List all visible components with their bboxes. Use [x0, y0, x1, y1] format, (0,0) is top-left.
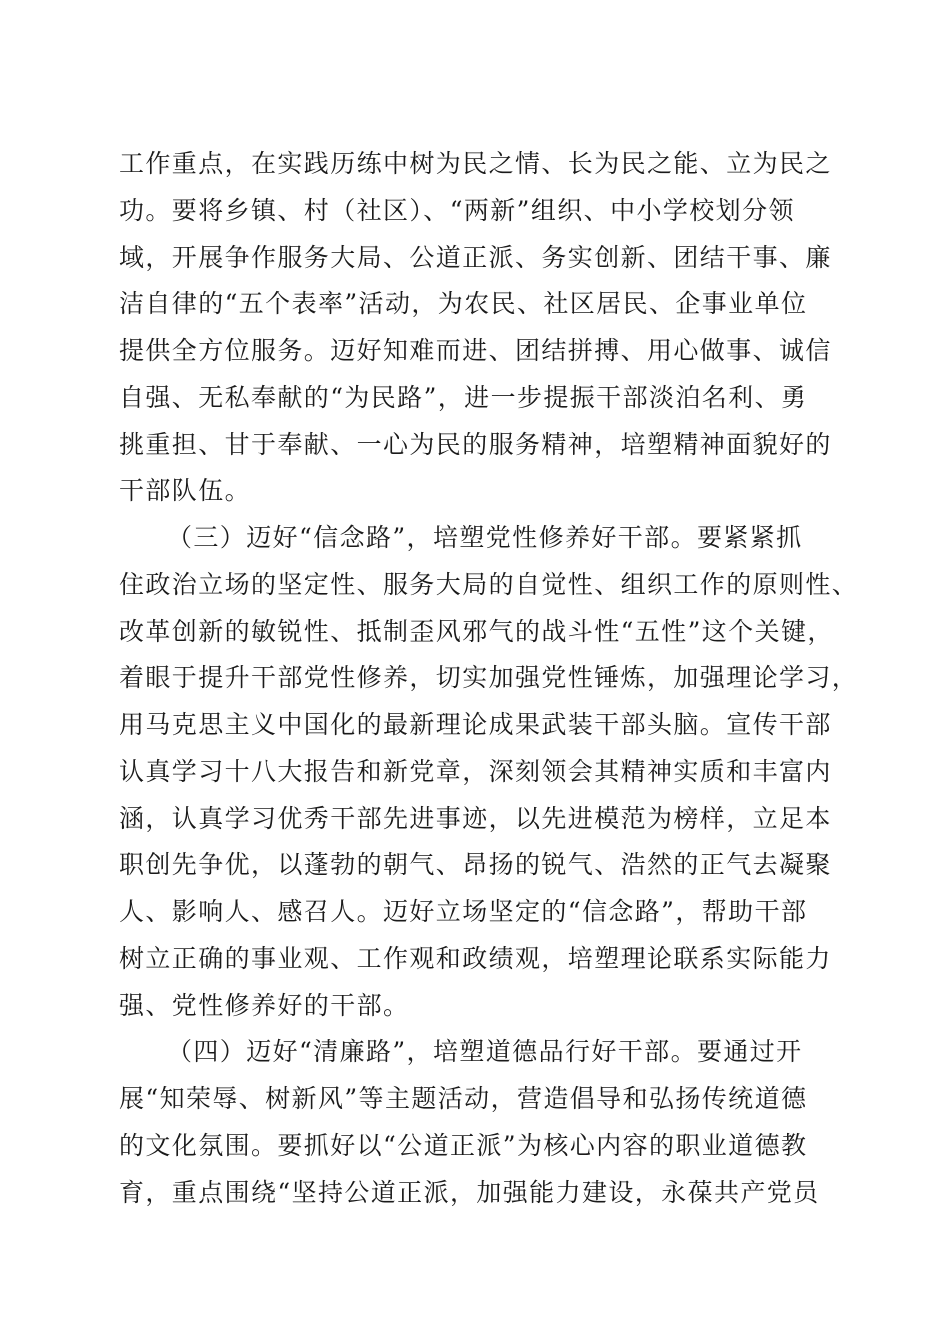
text-line: 用马克思主义中国化的最新理论成果武装干部头脑。宣传干部 [119, 710, 832, 739]
section-heading: （三）迈好“信念路”，培塑党性修养好干部。 [167, 523, 697, 552]
section-heading: （四）迈好“清廉路”，培塑道德品行好干部。 [167, 1037, 697, 1067]
text-line: 着眼于提升干部党性修养，切实加强党性锤炼，加强理论学习， [119, 663, 859, 693]
paragraph-first-line [119, 1030, 839, 1074]
body-text [119, 142, 859, 1217]
text-line: 干部队伍。 [119, 476, 252, 506]
text-line: 洁自律的“五个表率”活动，为农民、社区居民、企事业单位 [119, 289, 808, 319]
text-line: 提供全方位服务。迈好知难而进、团结拼搏、用心做事、诚信 [119, 336, 832, 365]
text-line: 自强、无私奉献的“为民路”，进一步提振干部淡泊名利、勇 [119, 382, 808, 412]
paragraph-first-line [119, 516, 839, 560]
text-line: 工作重点，在实践历练中树为民之情、长为民之能、立为民之 [119, 149, 832, 178]
text-line: 展“知荣辱、树新风”等主题活动，营造倡导和弘扬传统道德 [119, 1084, 808, 1113]
text-line: 强、党性修养好的干部。 [119, 990, 410, 1020]
text-run: 要通过开 [696, 1037, 803, 1067]
text-line: 改革创新的敏锐性、抵制歪风邪气的战斗性“五性”这个关键， [119, 616, 834, 646]
text-line: 住政治立场的坚定性、服务大局的自觉性、组织工作的原则性、 [119, 569, 859, 599]
text-line: 人、影响人、感召人。迈好立场坚定的“信念路”，帮助干部 [119, 897, 808, 926]
text-line: 认真学习十八大报告和新党章，深刻领会其精神实质和丰富内 [119, 756, 832, 786]
text-line: 育，重点围绕“坚持公道正派，加强能力建设，永葆共产党员 [119, 1177, 820, 1207]
text-line: 挑重担、甘于奉献、一心为民的服务精神，培塑精神面貌好的 [119, 429, 832, 459]
text-line: 职创先争优，以蓬勃的朝气、昂扬的锐气、浩然的正气去凝聚 [119, 850, 832, 880]
text-line: 域，开展争作服务大局、公道正派、务实创新、团结干事、廉 [119, 242, 832, 272]
text-line: 功。要将乡镇、村（社区）、“两新”组织、中小学校划分领 [119, 195, 795, 225]
text-line: 树立正确的事业观、工作观和政绩观，培塑理论联系实际能力 [119, 943, 832, 973]
text-line: 涵，认真学习优秀干部先进事迹，以先进模范为榜样，立足本 [119, 803, 832, 833]
text-run: 要紧紧抓 [696, 523, 803, 552]
text-line: 的文化氛围。要抓好以“公道正派”为核心内容的职业道德教 [119, 1130, 808, 1160]
